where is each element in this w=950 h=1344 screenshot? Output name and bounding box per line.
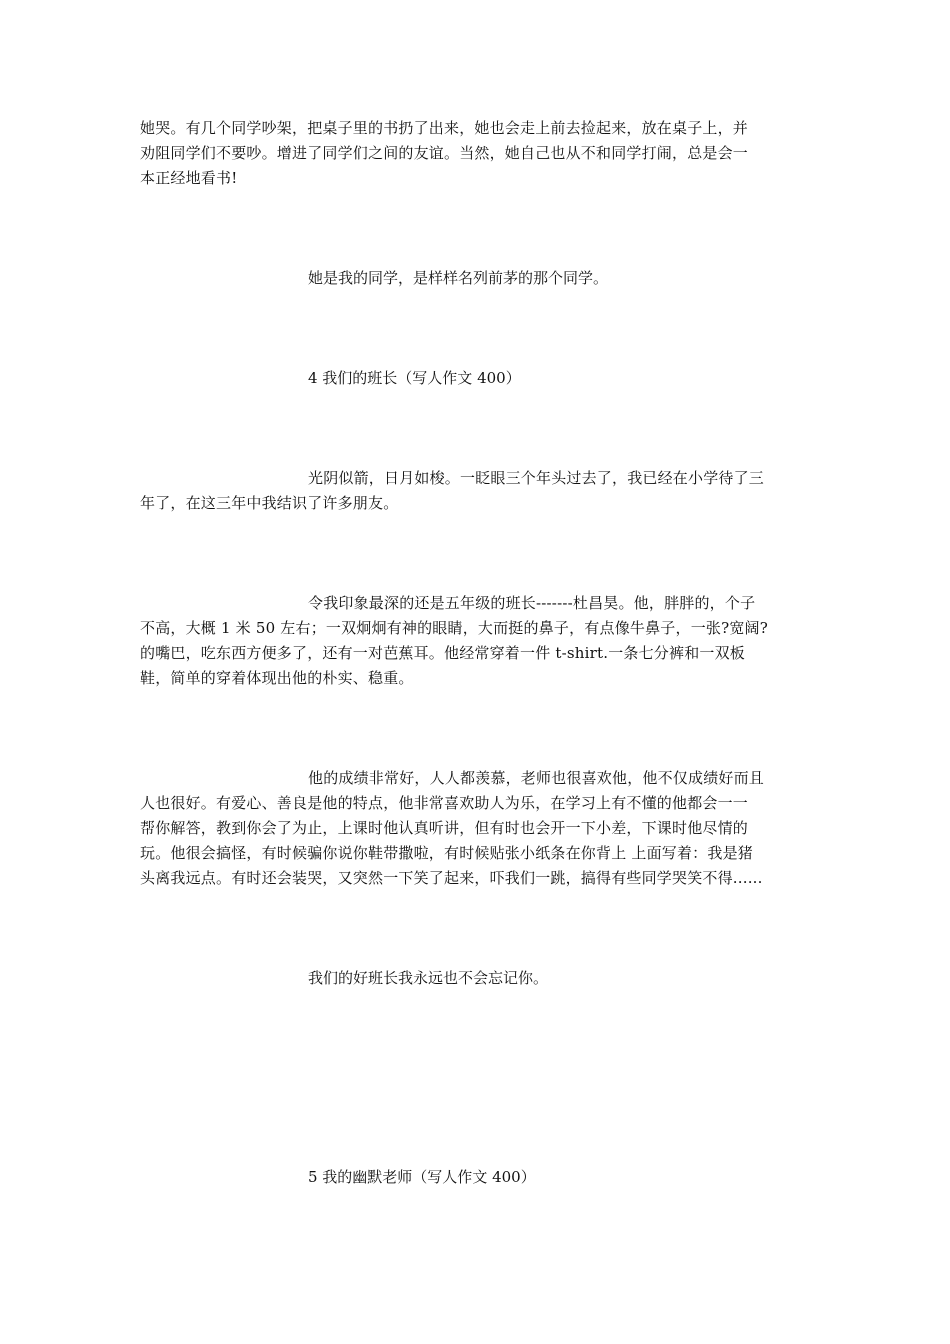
paragraph-classmate-summary: 她是我的同学，是样样名列前茅的那个同学。 (308, 269, 609, 287)
text-line-content: 光阴似箭，日月如梭。一眨眼三个年头过去了，我已经在小学待了三 (308, 469, 765, 487)
essay-heading-4: 4 我们的班长（写人作文 400） (308, 369, 521, 387)
paragraph-monitor-personality (140, 766, 815, 891)
text-line: 劝阻同学们不要吵。增进了同学们之间的友谊。当然，她自己也从不和同学打闹，总是会一 (140, 144, 749, 162)
text-line (140, 766, 815, 791)
text-line: 她哭。有几个同学吵架，把桌子里的书扔了出来，她也会走上前去捡起来，放在桌子上，并 (140, 119, 749, 137)
text-line: 人也很好。有爱心、善良是他的特点，他非常喜欢助人为乐，在学习上有不懂的他都会一一 (140, 794, 749, 812)
text-line (140, 591, 815, 616)
text-line: 鞋，简单的穿着体现出他的朴实、稳重。 (140, 669, 414, 687)
text-line-content: 令我印象最深的还是五年级的班长-------杜昌昊。他，胖胖的，个子 (308, 594, 756, 612)
paragraph-time-passes (140, 466, 815, 516)
text-line-content: 他的成绩非常好，人人都羡慕，老师也很喜欢他，他不仅成绩好而且 (308, 769, 765, 787)
text-line (140, 466, 815, 491)
paragraph-monitor-description (140, 591, 815, 691)
text-line: 帮你解答，教到你会了为止，上课时他认真听讲，但有时也会开一下小差，下课时他尽情的 (140, 819, 749, 837)
text-line: 不高，大概 1 米 50 左右；一双炯炯有神的眼睛，大而挺的鼻子，有点像牛鼻子，一张?宽阔? (140, 619, 768, 637)
essay-heading-5: 5 我的幽默老师（写人作文 400） (308, 1168, 536, 1186)
paragraph-classmate-end (140, 116, 815, 191)
paragraph-closing: 我们的好班长我永远也不会忘记你。 (308, 969, 549, 987)
text-line: 本正经地看书! (140, 169, 238, 187)
text-line: 的嘴巴，吃东西方便多了，还有一对芭蕉耳。他经常穿着一件 t-shirt.一条七分裤和一双板 (140, 644, 745, 662)
text-line: 头离我远点。有时还会装哭，又突然一下笑了起来，吓我们一跳，搞得有些同学哭笑不得...... (140, 869, 763, 887)
text-line: 年了，在这三年中我结识了许多朋友。 (140, 494, 399, 512)
text-line: 玩。他很会搞怪，有时候骗你说你鞋带撒啦，有时候贴张小纸条在你背上 上面写着：我是猪 (140, 844, 753, 862)
